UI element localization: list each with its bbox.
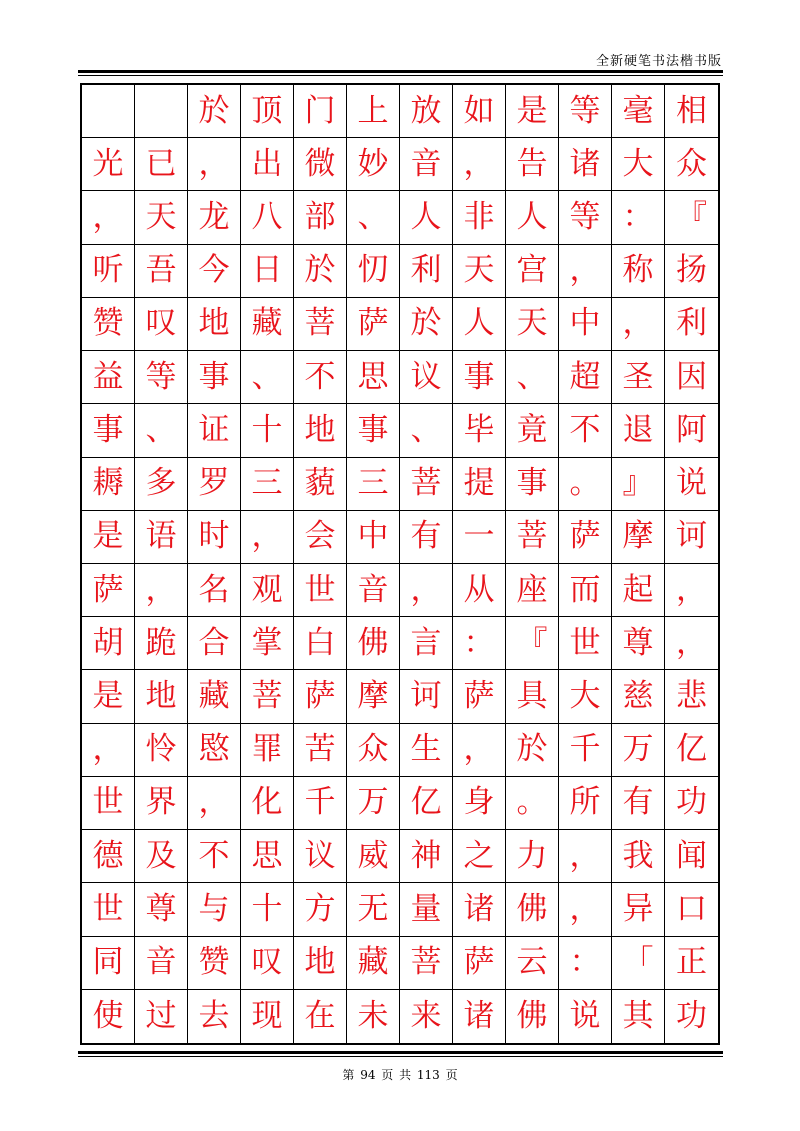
grid-cell: 悲 — [665, 670, 718, 723]
grid-cell: 天 — [135, 191, 188, 244]
grid-cell: 、 — [400, 404, 453, 457]
grid-cell: 去 — [188, 990, 241, 1043]
grid-cell: 世 — [559, 617, 612, 670]
grid-cell: 化 — [241, 777, 294, 830]
grid-cell: 合 — [188, 617, 241, 670]
grid-cell: 利 — [400, 245, 453, 298]
grid-cell: 议 — [294, 830, 347, 883]
grid-cell: 佛 — [506, 990, 559, 1043]
grid-cell: 现 — [241, 990, 294, 1043]
grid-cell: 赞 — [82, 298, 135, 351]
grid-cell: 罪 — [241, 724, 294, 777]
grid-cell: ， — [453, 138, 506, 191]
grid-cell: 诸 — [559, 138, 612, 191]
grid-cell: 等 — [559, 191, 612, 244]
grid-cell: ： — [559, 937, 612, 990]
grid-cell: 闻 — [665, 830, 718, 883]
grid-cell: ， — [665, 617, 718, 670]
grid-cell: 上 — [347, 85, 400, 138]
grid-cell: 思 — [241, 830, 294, 883]
grid-cell: 人 — [506, 191, 559, 244]
grid-cell: 妙 — [347, 138, 400, 191]
grid-cell: 菩 — [400, 937, 453, 990]
grid-cell: 菩 — [241, 670, 294, 723]
grid-cell: 出 — [241, 138, 294, 191]
grid-cell: 部 — [294, 191, 347, 244]
grid-cell: 亿 — [665, 724, 718, 777]
grid-cell: 正 — [665, 937, 718, 990]
grid-cell: 千 — [559, 724, 612, 777]
grid-cell: 於 — [188, 85, 241, 138]
grid-cell: 从 — [453, 564, 506, 617]
grid-cell: 界 — [135, 777, 188, 830]
grid-cell: 菩 — [294, 298, 347, 351]
grid-cell: 大 — [559, 670, 612, 723]
grid-cell: 萨 — [559, 511, 612, 564]
grid-cell: 『 — [506, 617, 559, 670]
grid-cell: 方 — [294, 883, 347, 936]
grid-cell: 放 — [400, 85, 453, 138]
grid-cell: 座 — [506, 564, 559, 617]
grid-cell: 口 — [665, 883, 718, 936]
grid-cell: 如 — [453, 85, 506, 138]
grid-cell: 而 — [559, 564, 612, 617]
grid-cell: 萨 — [453, 670, 506, 723]
grid-cell: ， — [82, 191, 135, 244]
grid-cell: 顶 — [241, 85, 294, 138]
grid-cell: 与 — [188, 883, 241, 936]
grid-cell: 人 — [400, 191, 453, 244]
grid-cell: 是 — [82, 511, 135, 564]
grid-cell: 叹 — [135, 298, 188, 351]
grid-cell: 毕 — [453, 404, 506, 457]
grid-cell: 地 — [188, 298, 241, 351]
grid-cell: 人 — [453, 298, 506, 351]
grid-cell: 中 — [559, 298, 612, 351]
grid-cell: 威 — [347, 830, 400, 883]
grid-cell: 今 — [188, 245, 241, 298]
grid-cell: 提 — [453, 458, 506, 511]
grid-cell: 耨 — [82, 458, 135, 511]
grid-cell: 藏 — [188, 670, 241, 723]
grid-cell: 吾 — [135, 245, 188, 298]
grid-cell: 菩 — [506, 511, 559, 564]
grid-cell: 无 — [347, 883, 400, 936]
grid-cell: 语 — [135, 511, 188, 564]
grid-cell: 。 — [506, 777, 559, 830]
grid-cell: 告 — [506, 138, 559, 191]
grid-cell: 多 — [135, 458, 188, 511]
grid-cell: 会 — [294, 511, 347, 564]
grid-cell: 天 — [453, 245, 506, 298]
grid-cell: 不 — [294, 351, 347, 404]
grid-cell: 罗 — [188, 458, 241, 511]
grid-cell: 苦 — [294, 724, 347, 777]
grid-cell: 。 — [559, 458, 612, 511]
grid-cell: 说 — [559, 990, 612, 1043]
grid-cell: 我 — [612, 830, 665, 883]
grid-cell: 言 — [400, 617, 453, 670]
grid-cell: 不 — [188, 830, 241, 883]
grid-cell: 称 — [612, 245, 665, 298]
grid-cell: 日 — [241, 245, 294, 298]
grid-cell: ， — [559, 883, 612, 936]
grid-cell: ， — [559, 245, 612, 298]
footer-rule — [78, 1051, 723, 1054]
grid-cell: 於 — [506, 724, 559, 777]
grid-cell: 「 — [612, 937, 665, 990]
grid-cell: 万 — [347, 777, 400, 830]
footer-rule-thin — [78, 1056, 723, 1057]
grid-cell: 世 — [82, 883, 135, 936]
grid-cell: 大 — [612, 138, 665, 191]
grid-cell: 起 — [612, 564, 665, 617]
grid-cell: 德 — [82, 830, 135, 883]
grid-cell: 佛 — [506, 883, 559, 936]
grid-cell: 萨 — [82, 564, 135, 617]
grid-cell: 阿 — [665, 404, 718, 457]
grid-cell: 胡 — [82, 617, 135, 670]
grid-cell: ， — [400, 564, 453, 617]
calligraphy-grid — [82, 85, 718, 1043]
grid-cell: ， — [135, 564, 188, 617]
grid-cell: 是 — [506, 85, 559, 138]
grid-cell: ， — [612, 298, 665, 351]
grid-cell: 之 — [453, 830, 506, 883]
grid-cell: 神 — [400, 830, 453, 883]
grid-cell — [82, 85, 135, 138]
header-rule-thin — [78, 75, 723, 76]
grid-cell: 其 — [612, 990, 665, 1043]
grid-cell: 地 — [135, 670, 188, 723]
grid-cell: 音 — [135, 937, 188, 990]
grid-cell: 萨 — [347, 298, 400, 351]
grid-cell: 退 — [612, 404, 665, 457]
grid-cell: 量 — [400, 883, 453, 936]
grid-cell: 因 — [665, 351, 718, 404]
grid-cell: 力 — [506, 830, 559, 883]
grid-cell: 有 — [612, 777, 665, 830]
grid-cell: 光 — [82, 138, 135, 191]
grid-cell: 於 — [400, 298, 453, 351]
grid-cell: 事 — [82, 404, 135, 457]
grid-cell: 世 — [294, 564, 347, 617]
grid-cell: 八 — [241, 191, 294, 244]
grid-cell: 使 — [82, 990, 135, 1043]
grid-cell: ， — [188, 138, 241, 191]
grid-cell: 功 — [665, 777, 718, 830]
grid-cell: 尊 — [612, 617, 665, 670]
grid-cell: 过 — [135, 990, 188, 1043]
grid-cell: 、 — [506, 351, 559, 404]
grid-cell: ， — [82, 724, 135, 777]
grid-cell: 音 — [400, 138, 453, 191]
grid-cell: 功 — [676, 997, 707, 1034]
grid-cell: 来 — [400, 990, 453, 1043]
grid-cell: ， — [188, 777, 241, 830]
grid-cell: 摩 — [347, 670, 400, 723]
grid-cell: 萨 — [453, 937, 506, 990]
grid-cell: 异 — [612, 883, 665, 936]
grid-cell: 萨 — [294, 670, 347, 723]
grid-cell: ， — [453, 724, 506, 777]
grid-cell: ， — [559, 830, 612, 883]
grid-cell: 不 — [559, 404, 612, 457]
grid-cell: 中 — [347, 511, 400, 564]
grid-cell: 非 — [453, 191, 506, 244]
grid-cell: 超 — [559, 351, 612, 404]
grid-cell: 事 — [453, 351, 506, 404]
grid-cell: 诸 — [453, 990, 506, 1043]
grid-cell: 佛 — [347, 617, 400, 670]
grid-cell: 千 — [294, 777, 347, 830]
grid-cell: 观 — [241, 564, 294, 617]
grid-cell: 门 — [294, 85, 347, 138]
grid-cell: 及 — [135, 830, 188, 883]
grid-cell: 地 — [294, 404, 347, 457]
grid-cell: 利 — [665, 298, 718, 351]
grid-cell: 万 — [612, 724, 665, 777]
grid-cell: 摩 — [612, 511, 665, 564]
grid-cell: 圣 — [612, 351, 665, 404]
grid-cell: 於 — [294, 245, 347, 298]
grid-cell: 议 — [400, 351, 453, 404]
grid-cell: 尊 — [135, 883, 188, 936]
grid-cell: 毫 — [612, 85, 665, 138]
grid-cell: 诃 — [665, 511, 718, 564]
grid-cell: 有 — [400, 511, 453, 564]
grid-cell: ： — [612, 191, 665, 244]
grid-cell: 听 — [82, 245, 135, 298]
grid-cell: 、 — [135, 404, 188, 457]
grid-cell: 藏 — [347, 937, 400, 990]
grid-cell: 藐 — [294, 458, 347, 511]
grid-cell: 『 — [665, 191, 718, 244]
grid-cell: 云 — [506, 937, 559, 990]
grid-cell: 十 — [241, 404, 294, 457]
grid-cell: ， — [665, 564, 718, 617]
grid-cell: 菩 — [400, 458, 453, 511]
grid-cell: 相 — [665, 85, 718, 138]
header-rule — [78, 70, 723, 73]
grid-cell: ： — [453, 617, 506, 670]
grid-cell: 具 — [506, 670, 559, 723]
grid-cell: 益 — [82, 351, 135, 404]
grid-cell: 叹 — [241, 937, 294, 990]
grid-cell: 藏 — [241, 298, 294, 351]
header-title: 全新硬笔书法楷书版 — [595, 54, 722, 69]
grid-cell: 亿 — [400, 777, 453, 830]
grid-cell: 事 — [506, 458, 559, 511]
grid-cell: 宫 — [506, 245, 559, 298]
page-number: 第 94 页 共 113 页 — [342, 1068, 458, 1082]
grid-cell: 一 — [453, 511, 506, 564]
grid-cell: 微 — [294, 138, 347, 191]
grid-cell: 天 — [506, 298, 559, 351]
grid-cell: 音 — [347, 564, 400, 617]
grid-cell — [135, 85, 188, 138]
grid-cell: 众 — [347, 724, 400, 777]
grid-cell: 等 — [135, 351, 188, 404]
grid-cell: 三 — [241, 458, 294, 511]
grid-cell: 事 — [347, 404, 400, 457]
grid-cell: 说 — [665, 458, 718, 511]
grid-cell: 诸 — [453, 883, 506, 936]
grid-cell: 龙 — [188, 191, 241, 244]
grid-cell: 扬 — [665, 245, 718, 298]
grid-cell: 怜 — [135, 724, 188, 777]
grid-cell: 世 — [82, 777, 135, 830]
grid-cell: 、 — [347, 191, 400, 244]
grid-cell: 白 — [294, 617, 347, 670]
grid-cell: 跪 — [135, 617, 188, 670]
grid-cell: 诃 — [400, 670, 453, 723]
grid-cell: 生 — [400, 724, 453, 777]
grid-cell: 事 — [188, 351, 241, 404]
grid-cell: 未 — [347, 990, 400, 1043]
grid-cell: 十 — [241, 883, 294, 936]
grid-cell: 掌 — [241, 617, 294, 670]
grid-cell: 三 — [347, 458, 400, 511]
grid-cell: 所 — [559, 777, 612, 830]
grid-cell: 赞 — [188, 937, 241, 990]
grid-cell: 忉 — [347, 245, 400, 298]
grid-cell: 慈 — [612, 670, 665, 723]
grid-cell: 』 — [612, 458, 665, 511]
grid-cell: 、 — [241, 351, 294, 404]
grid-cell: 证 — [188, 404, 241, 457]
grid-cell: ， — [241, 511, 294, 564]
grid-cell: 是 — [82, 670, 135, 723]
grid-cell: 愍 — [188, 724, 241, 777]
grid-cell: 同 — [82, 937, 135, 990]
grid-cell: 名 — [188, 564, 241, 617]
grid-cell: 时 — [188, 511, 241, 564]
grid-cell: 身 — [453, 777, 506, 830]
grid-cell: 思 — [347, 351, 400, 404]
grid-cell: 地 — [294, 937, 347, 990]
grid-cell: 众 — [665, 138, 718, 191]
grid-cell: 等 — [559, 85, 612, 138]
grid-cell: 在 — [294, 990, 347, 1043]
grid-cell: 竟 — [506, 404, 559, 457]
grid-cell: 已 — [135, 138, 188, 191]
